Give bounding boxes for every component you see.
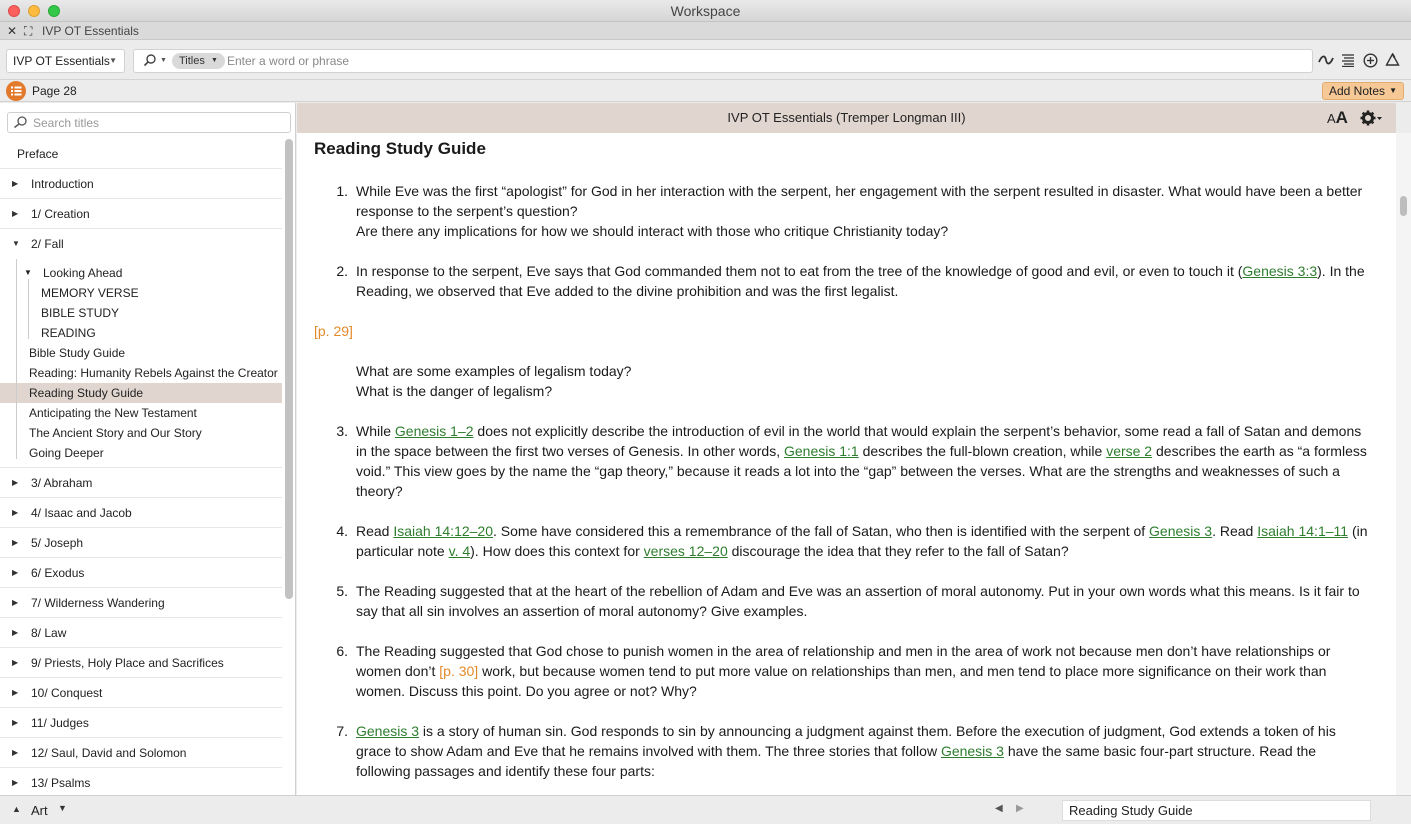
- page-marker-block: [314, 321, 1374, 341]
- reading-content: [314, 139, 1374, 795]
- toc-sidebar: [0, 103, 296, 795]
- resource-header: [297, 103, 1396, 133]
- toc-item-chapter[interactable]: [0, 558, 282, 588]
- question-text: is a story of human sin. God responds to sin by announcing a judgment against them. Before the execution of judgment, God extends a token of his grace to show Adam and Eve that he remains involved with them. The three stories that follow: [356, 723, 1336, 759]
- expand-panel-icon[interactable]: ⛶: [24, 24, 33, 38]
- question-text: What is the danger of legalism?: [356, 383, 553, 399]
- question-text: Are there any implications for how we should interact with those who critique Christianity today?: [356, 223, 949, 239]
- toc-item-creation[interactable]: [0, 199, 282, 229]
- question-text: discourage the idea that they refer to the fall of Satan?: [727, 543, 1069, 559]
- toc-item-label: 8/ Law: [31, 626, 67, 640]
- panel-tab-strip: [0, 22, 1411, 40]
- question-text: The Reading suggested that God chose to punish women in the area of relationship and men in the area of work not because men don’t have relationships or women don’t: [356, 643, 1331, 679]
- question-7: [314, 721, 1374, 781]
- toc-item-chapter[interactable]: [0, 678, 282, 708]
- question-number: 4.: [336, 523, 348, 539]
- toc-item-looking-ahead[interactable]: [0, 263, 282, 283]
- chapter-list: [0, 468, 282, 795]
- toc-item-label: 7/ Wilderness Wandering: [31, 596, 165, 610]
- question-2: [314, 261, 1374, 301]
- search-icon[interactable]: [143, 53, 157, 70]
- scripture-link[interactable]: Genesis 3:3: [1242, 263, 1318, 279]
- question-text: does not explicitly describe the introduction of evil in the world that would explain the serpent’s behavior, some read a fall of Satan and demons in the space between the first two verses of Genesis. In other words,: [356, 423, 1362, 459]
- toc-item-chapter[interactable]: [0, 498, 282, 528]
- toc-item-ancient-story[interactable]: [0, 423, 282, 443]
- toc-item-label: BIBLE STUDY: [41, 306, 120, 320]
- question-text: . Some have considered this a remembrance of the fall of Satan, who then is identified with the serpent of: [493, 523, 1150, 539]
- toc-item-label: Bible Study Guide: [29, 346, 126, 360]
- previous-arrow-icon[interactable]: ◀: [995, 803, 1003, 814]
- toc-item-reading-humanity-rebels[interactable]: [0, 363, 282, 383]
- tree-guide-line: [28, 279, 29, 339]
- toc-item-reading-study-guide[interactable]: [0, 383, 282, 403]
- toc-item-chapter[interactable]: [0, 588, 282, 618]
- question-text: While Eve was the first “apologist” for God in her interaction with the serpent, her engagement with the serpent resulted in disaster. What would have been a better response to the serpent’s question?: [356, 183, 1363, 219]
- search-scope-pill[interactable]: [172, 53, 225, 69]
- toc-item-bible-study[interactable]: [0, 303, 282, 323]
- question-text: describes the full-blown creation, while: [858, 443, 1107, 459]
- collapse-triangle-icon[interactable]: ▼: [12, 239, 20, 248]
- art-panel-toggle[interactable]: Art: [31, 803, 48, 818]
- toc-item-label: Going Deeper: [29, 446, 104, 460]
- question-3: [314, 421, 1374, 501]
- toc-item-label: 10/ Conquest: [31, 686, 103, 700]
- toc-item-chapter[interactable]: [0, 768, 282, 795]
- scripture-link[interactable]: verse 2: [1106, 443, 1153, 459]
- question-text: describes the earth as “a formless void.” This view goes by the name the “gap theory,” because it reads a lot into the “gap” between the verses. What are the strengths and weaknesses of such a theory?: [356, 443, 1367, 499]
- question-text: While: [356, 423, 395, 439]
- current-location-field[interactable]: [1062, 800, 1371, 821]
- search-icon: [13, 115, 29, 132]
- window-controls: [8, 5, 60, 17]
- question-text: . Read: [1212, 523, 1258, 539]
- inline-search-icon[interactable]: [1318, 51, 1334, 69]
- zoom-window-button[interactable]: [48, 5, 60, 17]
- list-icon: [6, 81, 26, 101]
- scrollbar-thumb[interactable]: [1400, 196, 1407, 216]
- expand-triangle-icon[interactable]: ▶: [12, 688, 19, 697]
- minimize-window-button[interactable]: [28, 5, 40, 17]
- toc-item-label: The Ancient Story and Our Story: [29, 426, 202, 440]
- search-input[interactable]: [227, 52, 1227, 70]
- scripture-link[interactable]: Genesis 1–2: [394, 423, 474, 439]
- toc-item-label: 11/ Judges: [31, 716, 89, 730]
- toc-item-label: READING: [41, 326, 96, 340]
- question-2-subquestions: [314, 361, 1374, 401]
- expand-triangle-icon[interactable]: ▶: [12, 538, 19, 547]
- toc-item-label: Preface: [17, 147, 59, 161]
- page-marker[interactable]: [p. 29]: [314, 323, 353, 339]
- toc-item-chapter[interactable]: [0, 738, 282, 768]
- title-search-box: [7, 112, 291, 133]
- toc-item-label: 2/ Fall: [31, 237, 64, 251]
- expand-triangle-icon[interactable]: ▶: [12, 748, 19, 757]
- expand-triangle-icon[interactable]: ▶: [12, 718, 19, 727]
- expand-triangle-icon[interactable]: ▶: [12, 478, 19, 487]
- toc-item-fall[interactable]: [0, 229, 282, 259]
- question-text: (in particular note: [356, 523, 1368, 559]
- question-text: Read: [356, 523, 394, 539]
- toc-item-preface[interactable]: [0, 139, 282, 169]
- toc-item-label: 12/ Saul, David and Solomon: [31, 746, 187, 760]
- question-text: The Reading suggested that at the heart of the rebellion of Adam and Eve was an assertion of moral autonomy. Put in your own words what this means. Is it fair to say that all sin involves an assertion of moral autonomy? Give examples.: [356, 583, 1360, 619]
- page-number: Page 28: [32, 84, 77, 98]
- toc-item-introduction[interactable]: [0, 169, 282, 199]
- expand-triangle-icon[interactable]: ▶: [12, 778, 19, 787]
- tree-guide-line: [16, 259, 17, 459]
- toolbar-icons: [1318, 51, 1400, 69]
- toc-item-anticipating-nt[interactable]: [0, 403, 282, 423]
- visual-filters-icon[interactable]: [1340, 51, 1356, 69]
- resource-title: IVP OT Essentials (Tremper Longman III): [727, 110, 966, 125]
- resource-toolbar: [0, 40, 1411, 80]
- toc-item-label: Reading Study Guide: [29, 386, 144, 400]
- font-size-icon[interactable]: AA: [1327, 108, 1348, 127]
- question-number: 3.: [336, 423, 348, 439]
- toc-item-label: Anticipating the New Testament: [29, 406, 197, 420]
- chevron-down-icon: ▼: [210, 57, 218, 64]
- current-location-label: Reading Study Guide: [1069, 803, 1193, 818]
- toc-item-chapter[interactable]: [0, 708, 282, 738]
- question-number: 6.: [336, 643, 348, 659]
- scripture-link[interactable]: Genesis 1:1: [784, 443, 859, 459]
- gear-icon[interactable]: [1359, 108, 1383, 128]
- scripture-link[interactable]: Isaiah 14:12–20: [393, 523, 493, 539]
- expand-triangle-icon[interactable]: ▶: [12, 598, 19, 607]
- chevron-down-icon: ▼: [109, 56, 117, 65]
- question-number: 1.: [336, 183, 348, 199]
- question-text: work, but because women tend to put more value on relationships than men, and men tend to place more significance on their work than women. Discuss this point. Do you agree or not? Why?: [356, 663, 1327, 699]
- toc-item-label: 1/ Creation: [31, 207, 90, 221]
- next-arrow-icon[interactable]: ▶: [1016, 803, 1024, 814]
- chevron-down-icon: ▼: [1389, 86, 1397, 95]
- toc-item-label: 6/ Exodus: [31, 566, 85, 580]
- reading-pane: [297, 103, 1396, 795]
- toc-item-going-deeper[interactable]: [0, 443, 282, 463]
- toc-tree: [0, 139, 282, 795]
- close-window-button[interactable]: [8, 5, 20, 17]
- chevron-up-icon[interactable]: ▲: [12, 804, 21, 814]
- add-plus-circle-icon[interactable]: [1362, 51, 1378, 69]
- toc-item-label: Introduction: [31, 177, 94, 191]
- toc-item-chapter[interactable]: [0, 528, 282, 558]
- toc-item-label: 4/ Isaac and Jacob: [31, 506, 132, 520]
- close-panel-icon[interactable]: ✕: [7, 24, 18, 38]
- scripture-link[interactable]: Genesis 3: [1149, 523, 1213, 539]
- expand-triangle-icon[interactable]: ▶: [12, 628, 19, 637]
- table-of-contents-button[interactable]: [6, 81, 26, 101]
- scripture-link[interactable]: v. 4: [448, 543, 471, 559]
- question-1: [314, 181, 1374, 241]
- window-titlebar: [0, 0, 1411, 22]
- page-bar: [0, 80, 1411, 102]
- toc-item-label: 5/ Joseph: [31, 536, 84, 550]
- question-number: 2.: [336, 263, 348, 279]
- toc-item-label: 13/ Psalms: [31, 776, 91, 790]
- status-bar: [0, 795, 1411, 824]
- question-text: ). In the Reading, we observed that Eve added to the divine prohibition and was the first legalist.: [356, 263, 1365, 299]
- fall-children: [0, 259, 282, 468]
- page-marker[interactable]: [p. 30]: [439, 663, 479, 679]
- question-text: have the same basic four-part structure. Read the following passages and identify these four parts:: [356, 743, 1317, 779]
- scripture-link[interactable]: Isaiah 14:1–11: [1257, 523, 1349, 539]
- question-number: 7.: [336, 723, 348, 739]
- expand-triangle-icon[interactable]: ▶: [12, 179, 19, 188]
- resource-selector[interactable]: [6, 49, 125, 73]
- chevron-down-icon[interactable]: ▼: [58, 803, 67, 813]
- toc-item-bible-study-guide[interactable]: [0, 343, 282, 363]
- toc-item-label: MEMORY VERSE: [41, 286, 139, 300]
- recycle-icon[interactable]: [1384, 51, 1400, 69]
- panel-tab-title[interactable]: IVP OT Essentials: [42, 24, 139, 38]
- question-5: [314, 581, 1374, 621]
- search-box: [133, 49, 1313, 73]
- question-number: 5.: [336, 583, 348, 599]
- add-notes-button[interactable]: [1322, 82, 1404, 100]
- question-4: [314, 521, 1374, 561]
- expand-triangle-icon[interactable]: ▶: [12, 658, 19, 667]
- toc-item-chapter[interactable]: [0, 648, 282, 678]
- search-scope-label: Titles: [179, 55, 205, 67]
- expand-triangle-icon[interactable]: ▶: [12, 568, 19, 577]
- reading-pane-scrollbar[interactable]: [1396, 133, 1411, 795]
- toc-item-label: Looking Ahead: [43, 266, 123, 280]
- sidebar-scrollbar[interactable]: [285, 139, 293, 599]
- scripture-link[interactable]: Genesis 3: [940, 743, 1004, 759]
- toc-item-chapter[interactable]: [0, 618, 282, 648]
- question-text: ). How does this context for: [470, 543, 644, 559]
- question-6: [314, 641, 1374, 701]
- collapse-triangle-icon[interactable]: ▼: [24, 268, 32, 277]
- search-options-chevron-icon[interactable]: ▼: [160, 57, 167, 64]
- toc-item-chapter[interactable]: [0, 468, 282, 498]
- expand-triangle-icon[interactable]: ▶: [12, 209, 19, 218]
- resource-selector-label: IVP OT Essentials: [13, 54, 110, 68]
- toc-item-label: 3/ Abraham: [31, 476, 93, 490]
- toc-item-label: 9/ Priests, Holy Place and Sacrifices: [31, 656, 224, 670]
- toc-item-label: Reading: Humanity Rebels Against the Creator: [29, 366, 278, 380]
- expand-triangle-icon[interactable]: ▶: [12, 508, 19, 517]
- scripture-link[interactable]: Genesis 3: [356, 723, 420, 739]
- toc-item-memory-verse[interactable]: [0, 283, 282, 303]
- add-notes-label: Add Notes: [1329, 84, 1386, 98]
- scripture-link[interactable]: verses 12–20: [643, 543, 728, 559]
- toc-item-reading[interactable]: [0, 323, 282, 343]
- title-search-input[interactable]: [33, 114, 283, 131]
- question-text: In response to the serpent, Eve says that God commanded them not to eat from the tree of the knowledge of good and evil, or even to touch it (: [356, 263, 1243, 279]
- question-text: What are some examples of legalism today?: [356, 363, 632, 379]
- window-title: Workspace: [670, 3, 741, 19]
- section-heading: Reading Study Guide: [314, 139, 486, 158]
